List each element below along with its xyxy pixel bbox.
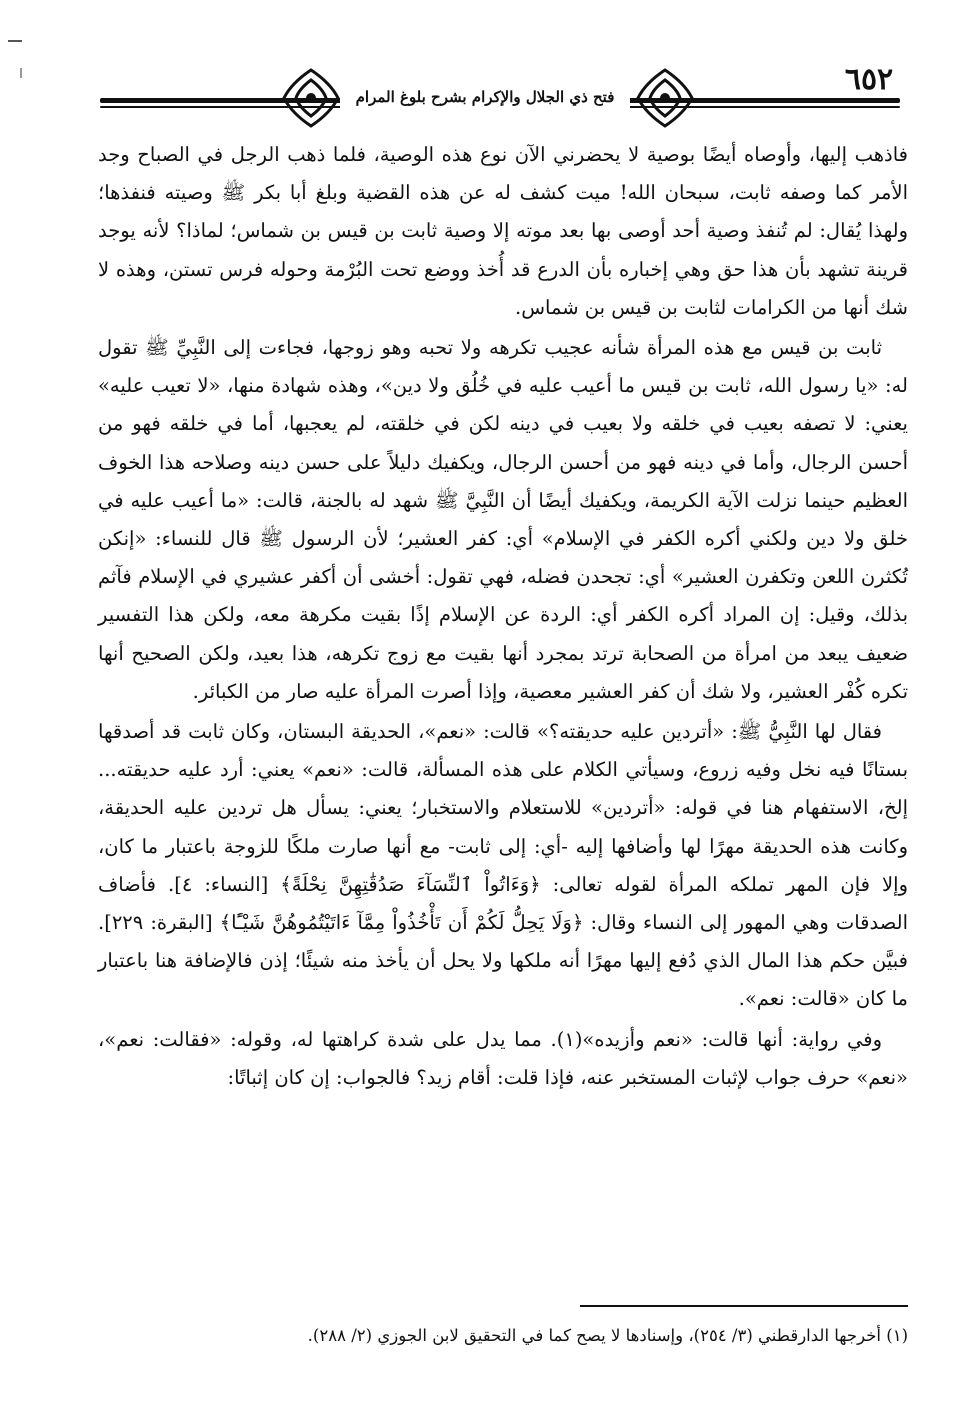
paragraph: فقال لها النَّبِيُّ ﷺ: «أتردين عليه حديقته؟» قالت: «نعم»، الحديقة البستان، وكان ثابت قد أصدقها بستانًا فيه نخل وفيه زروع، وسيأتي الكلام على هذه المسألة، قالت: «نعم» يعني: أرد عليه حديقته... إلخ، الاستفهام هنا في قوله: «أتردين» للاستعلام والاستخبار؛ يعني: يسأل هل تردين عليه الحديقة، وكانت هذه الحديقة مهرًا لها وأضافها إليه -أي: إلى ثابت- مع أنها صارت ملكًا للزوجة باعتبار ما كان، وإلا فإن المهر تملكه المرأة لقوله تعالى: ﴿وَءَاتُواْ ٱلنِّسَآءَ صَدُقَٰتِهِنَّ نِحْلَةً﴾ [النساء: ٤]. فأضاف الصدقات وهي المهور إلى النساء وقال: ﴿وَلَا يَحِلُّ لَكُمْ أَن تَأْخُذُواْ مِمَّآ ءَاتَيْتُمُوهُنَّ شَيْـًٔا﴾ [البقرة: ٢٢٩]. فبيَّن حكم هذا المال الذي دُفع إليها مهرًا أنه ملكها ولا يحل أن يأخذ منه شيئًا؛ إذن فالإضافة هنا باعتبار ما كان «قالت: نعم».: [98, 720, 908, 1011]
footnote: (١) أخرجها الدارقطني (٣/ ٢٥٤)، وإسنادها لا يصح كما في التحقيق لابن الجوزي (٢/ ٢٨٨).: [307, 1326, 908, 1345]
footnote-divider: [580, 1305, 908, 1307]
book-title: فتح ذي الجلال والإكرام بشرح بلوغ المرام: [340, 84, 630, 110]
margin-mark: [20, 68, 22, 78]
ornament-icon: [276, 66, 346, 130]
paragraph: وفي رواية: أنها قالت: «نعم وأزيده»(١). مما يدل على شدة كراهتها له، وقوله: «فقالت: نعم»، «نعم» حرف جواب لإثبات المستخبر عنه، فإذا قلت: أقام زيد؟ فالجواب: إن كان إثباتًا:: [98, 1027, 908, 1089]
paragraph: فاذهب إليها، وأوصاه أيضًا بوصية لا يحضرني الآن نوع هذه الوصية، فلما ذهب الرجل في الصباح وجد الأمر كما وصفه ثابت، سبحان الله! ميت كشف له عن هذه القضية وبلغ أبا بكر ﷺ وصيته فنفذها؛ ولهذا يُقال: لم تُنفذ وصية أحد أوصى بها بعد موته إلا وصية ثابت بن قيس بن شماس؛ لماذا؟ لأنه يوجد قرينة تشهد بأن هذا حق وهي إخباره بأن الدرع قد أُخذ ووضع تحت البُرْمة وحوله فرس تستن، وهذه لا شك أنها من الكرامات لثابت بن قيس بن شماس.: [98, 143, 908, 319]
page-number: ٦٥٢: [844, 62, 894, 97]
paragraph: ثابت بن قيس مع هذه المرأة شأنه عجيب تكرهه ولا تحبه وهو زوجها، فجاءت إلى النَّبِيِّ ﷺ تقول له: «يا رسول الله، ثابت بن قيس ما أعيب عليه في خُلُق ولا دين»، وهذه شهادة منها، «لا تعيب عليه» يعني: لا تصفه بعيب في خلقه ولا بعيب في دينه لكن في خلقته، لم يعجبها، أما في خلقه فهو من أحسن الرجال، وأما في دينه فهو من أحسن الرجال، ويكفيك دليلاً على حسن دينه وصلاحه هذا الخوف العظيم حينما نزلت الآية الكريمة، ويكفيك أيضًا أن النَّبِيَّ ﷺ شهد له بالجنة، قالت: «ما أعيب عليه في خلق ولا دين ولكني أكره الكفر في الإسلام» أي: كفر العشير؛ لأن الرسول ﷺ قال للنساء: «إنكن تُكثرن اللعن وتكفرن العشير» أي: تجحدن فضله، فهي تقول: أخشى أن أكفر عشيري في الإسلام فآثم بذلك، وقيل: إن المراد أكره الكفر أي: الردة عن الإسلام إذًا بقيت مكرهة معه، ولكن هذا التفسير ضعيف يبعد من امرأة من الصحابة ترتد بمجرد أنها بقيت مع زوج تكرهه، هذا بعيد، ولكن الصحيح أنها تكره كُفْر العشير، ولا شك أن كفر العشير معصية، وإذا أصرت المرأة عليه صار من الكبائر.: [98, 336, 908, 703]
ornament-icon: [630, 66, 700, 130]
margin-mark: [8, 40, 22, 42]
body-text: [98, 136, 908, 1280]
